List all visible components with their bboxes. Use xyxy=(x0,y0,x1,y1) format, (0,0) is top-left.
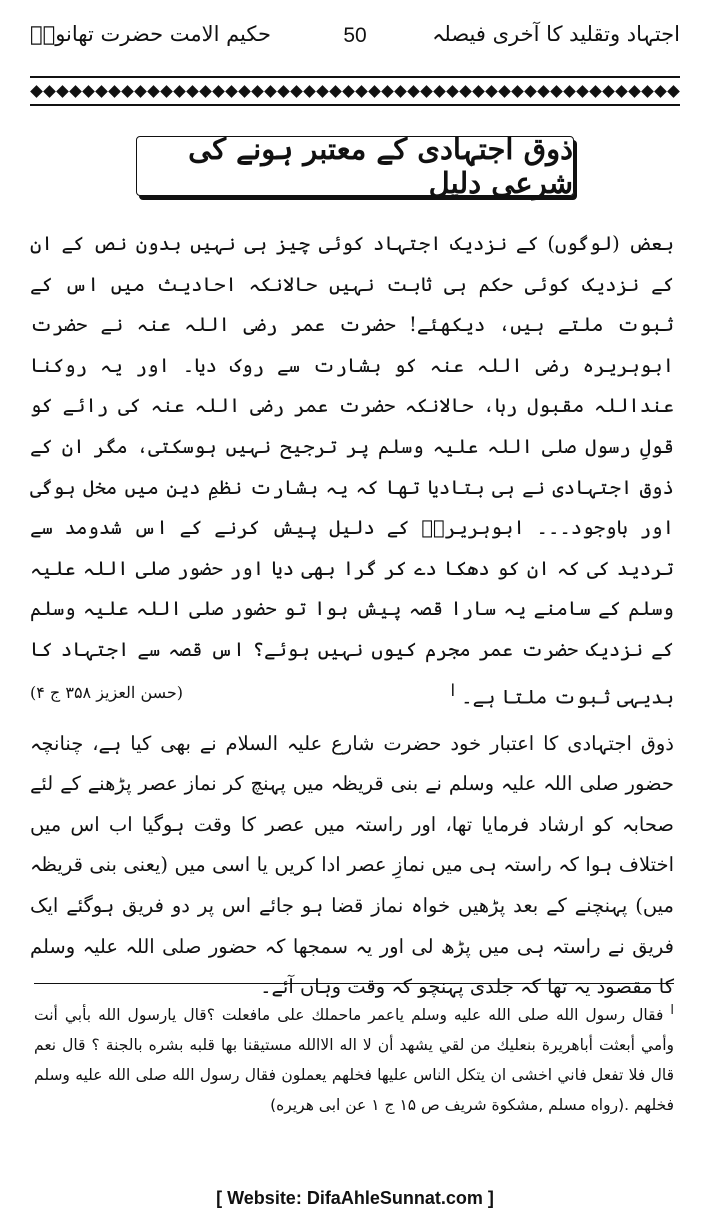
ornament-diamond xyxy=(537,85,550,98)
ornament-diamond xyxy=(641,85,654,98)
ornament-diamond xyxy=(69,85,82,98)
ornament-diamond xyxy=(173,85,186,98)
footnote-divider xyxy=(34,983,674,984)
ornament-diamond xyxy=(43,85,56,98)
ornament-diamond xyxy=(329,85,342,98)
ornament-diamond xyxy=(82,85,95,98)
author-name: حکیم الامت حضرت تھانویؒ xyxy=(30,22,271,46)
ornament-diamond xyxy=(446,85,459,98)
ornament-diamond xyxy=(316,85,329,98)
ornament-diamond xyxy=(186,85,199,98)
ornament-diamond xyxy=(30,85,43,98)
ornament-diamond xyxy=(381,85,394,98)
ornament-diamond xyxy=(615,85,628,98)
ornament-diamond xyxy=(498,85,511,98)
ornament-diamond xyxy=(576,85,589,98)
ornament-diamond xyxy=(550,85,563,98)
book-title: اجتہاد وتقلید کا آخری فیصلہ xyxy=(432,22,680,46)
ornament-diamond xyxy=(628,85,641,98)
ornament-diamond xyxy=(485,85,498,98)
ornament-diamond xyxy=(277,85,290,98)
ornament-diamond xyxy=(433,85,446,98)
ornament-diamond xyxy=(147,85,160,98)
ornament-diamond xyxy=(238,85,251,98)
ornament-diamond xyxy=(420,85,433,98)
ornament-diamond xyxy=(95,85,108,98)
ornament-diamond xyxy=(602,85,615,98)
page-number: 50 xyxy=(343,24,367,47)
body-text xyxy=(30,224,674,1014)
ornament-diamond xyxy=(108,85,121,98)
paragraph-1-text: بعض (لوگوں) کے نزدیک اجتہاد کوئی چیز ہی نہیں بدون نص کے ان کے نزدیک کوئی حکم ہی ثابت نہیں حالانکہ احادیث میں اس کے ثبوت ملتے ہیں، دیکھئے! حضرت عمر رضی اللہ عنہ نے حضرت ابوہریرہ رضی اللہ عنہ کو بشارت سے روک دیا۔ اور یہ روکنا عنداللہ مقبول رہا، حالانکہ حضرت عمر رضی اللہ عنہ کی رائے کو قولِ رسول صلی اللہ علیہ وسلم پر ترجیح نہیں ہوسکتی، مگر ان کے ذوق اجتہادی نے ہی بتادیا تھا کہ یہ بشارت نظمِ دین میں مخل ہوگی اور باوجود۔۔۔ ابوہریرہؓ کے دلیل پیش کرنے کے اس شدومد سے تردید کی کہ ان کو دھکا دے کر گرا بھی دیا اور حضور صلی اللہ علیہ وسلم کے سامنے یہ سارا قصہ پیش ہوا تو حضور صلی اللہ علیہ وسلم کے نزدیک حضرت عمر مجرم کیوں نہیں ہوئے؟ اس قصہ سے اجتہاد کا بدیہی ثبوت ملتا ہے۔ xyxy=(30,232,674,709)
ornament-diamond xyxy=(160,85,173,98)
ornament-diamond xyxy=(511,85,524,98)
ornament-diamond xyxy=(264,85,277,98)
paragraph-2-text: ذوق اجتہادی کا اعتبار خود حضرت شارع علیہ السلام نے بھی کیا ہے، چنانچہ حضور صلی اللہ علیہ وسلم نے بنی قریظہ میں پہنچ کر نماز عصر پڑھنے کے لئے صحابہ کو ارشاد فرمایا تھا، اور راستہ میں عصر کا وقت ہوگیا اب اس میں اختلاف ہوا کہ راستہ ہی میں نمازِ عصر ادا کریں یا اسی میں (یعنی بنی قریظہ میں) پہنچنے کے بعد پڑھیں خواہ نماز قضا ہو جائے اس پر دو فریق ہوگئے ایک فریق نے راستہ ہی میں پڑھ لی اور یہ سمجھا کہ حضور صلی اللہ علیہ وسلم کا مقصود یہ تھا کہ جلدی پہنچو کہ وقت وہاں آئے۔ xyxy=(30,731,674,999)
ornament-diamond xyxy=(134,85,147,98)
ornament-diamond xyxy=(212,85,225,98)
ornament-diamond xyxy=(303,85,316,98)
paragraph-2 xyxy=(30,724,674,1008)
ornament-diamond xyxy=(524,85,537,98)
ornament-diamond xyxy=(121,85,134,98)
ornament-diamond xyxy=(342,85,355,98)
ornament-diamond xyxy=(654,85,667,98)
ornament-diamond xyxy=(355,85,368,98)
footnote-text: فقال رسول الله صلى الله عليه وسلم ياعمر ماحملك على مافعلت ؟قال يارسول الله بأبي أنت وأمي أبعثت أباهريرة بنعليك من لقي يشهد أن لا اله الاالله مستيقنا بها قلبه بشره بالجنة ؟ قال نعم قال فلا تفعل فاني اخشى ان يتكل الناس عليها فخلهم يعملون فقال رسول الله صلى الله عليه وسلم فخلهم .(رواه مسلم ,مشكوة شريف ص ۱۵ ج ۱ عن ابى هريره) xyxy=(34,1006,674,1115)
ornament-diamond xyxy=(589,85,602,98)
paragraph-1 xyxy=(30,224,674,718)
website-footer: [ Website: DifaAhleSunnat.com ] xyxy=(216,1188,494,1208)
ornament-diamond xyxy=(56,85,69,98)
page-header xyxy=(30,18,680,58)
section-title-box xyxy=(136,132,574,200)
ornament-diamond xyxy=(472,85,485,98)
footnote-number: ا xyxy=(670,1003,674,1018)
section-title: ذوق اجتہادی کے معتبر ہونے کی شرعی دلیل xyxy=(188,132,573,200)
ornament-diamond xyxy=(394,85,407,98)
ornament-diamond xyxy=(667,85,680,98)
ornament-diamond xyxy=(290,85,303,98)
footnote-marker: ا xyxy=(450,680,455,700)
ornamental-border xyxy=(30,76,680,106)
ornament-diamond xyxy=(368,85,381,98)
ornament-diamond xyxy=(563,85,576,98)
ornament-diamond xyxy=(225,85,238,98)
source-reference: (حسن العزیز ۳۵۸ ج ۴) xyxy=(30,682,184,702)
ornament-diamond xyxy=(199,85,212,98)
ornament-diamond xyxy=(459,85,472,98)
ornament-diamond xyxy=(251,85,264,98)
footnote xyxy=(34,996,674,1120)
ornament-diamond xyxy=(407,85,420,98)
